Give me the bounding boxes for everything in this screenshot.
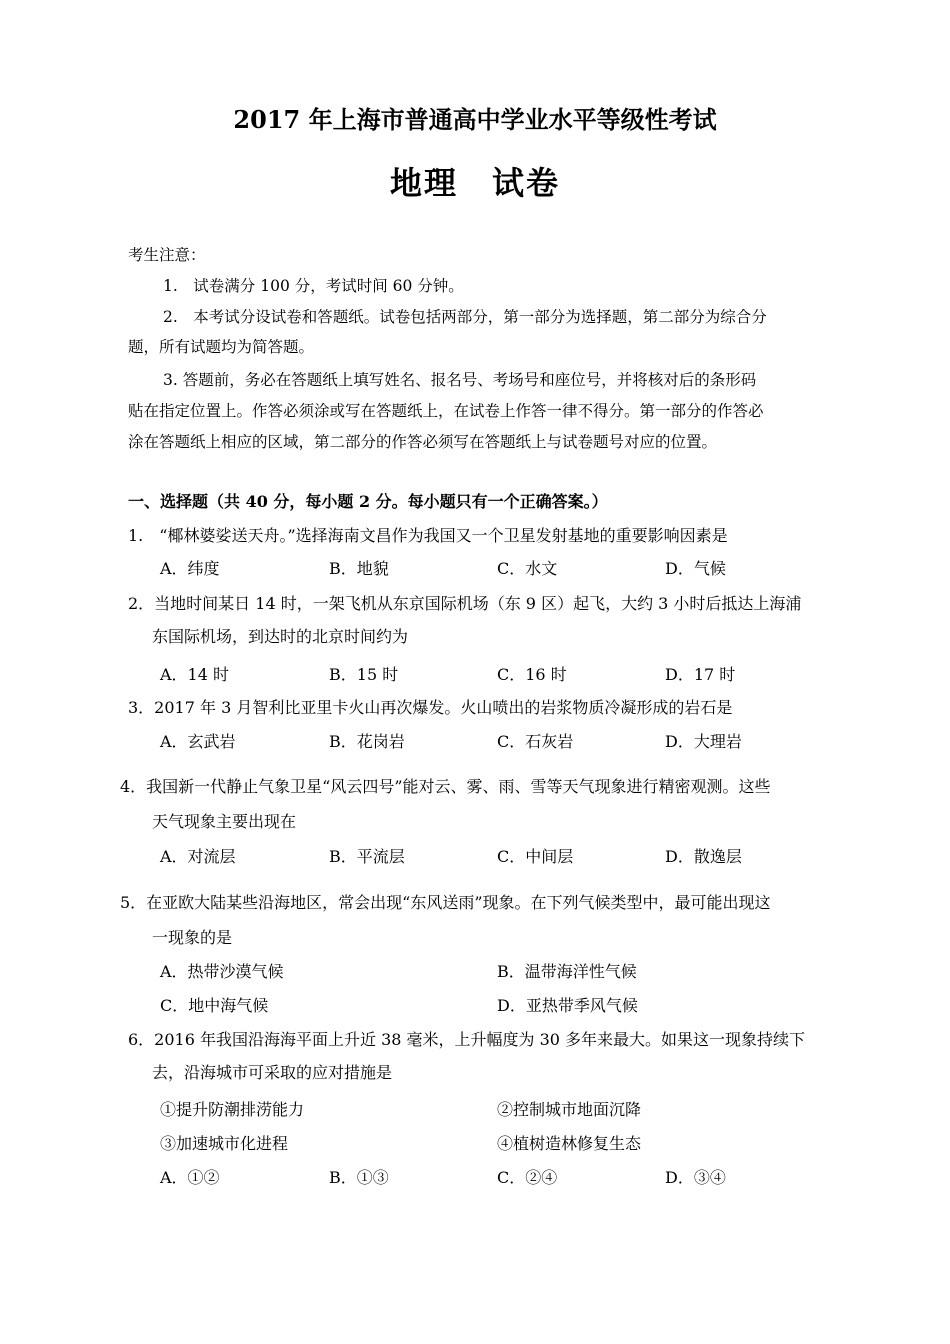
question-5-stem: 5．在亚欧大陆某些沿海地区，常会出现“东风送雨”现象。在下列气候类型中，最可能出现这 [120,893,771,912]
question-1-option-c: C．水文 [497,559,558,578]
notice-item: 贴在指定位置上。作答必须涂或写在答题纸上，在试卷上作答一律不得分。第一部分的作答必 [128,402,764,420]
section-heading: 一、选择题（共 40 分，每小题 2 分。每小题只有一个正确答案。） [128,492,608,511]
question-4-option-c: C．中间层 [497,847,574,866]
question-1-stem: 1. “椰林婆娑送天舟。”选择海南文昌作为我国又一个卫星发射基地的重要影响因素是 [128,526,728,545]
notice-item: 2. 本考试分设试卷和答题纸。试卷包括两部分，第一部分为选择题，第二部分为综合分 [163,308,767,326]
question-1-option-d: D．气候 [665,559,726,578]
question-4-stem: 4．我国新一代静止气象卫星“风云四号”能对云、雾、雨、雪等天气现象进行精密观测。这些 [120,777,771,796]
question-3-option-b: B．花岗岩 [329,732,405,751]
question-3-option-d: D．大理岩 [665,732,742,751]
exam-subtitle: 地理 试卷 [389,164,560,202]
question-6-statement-4: ④植树造林修复生态 [497,1134,642,1153]
question-2-option-d: D．17 时 [665,665,736,684]
question-6-stem: 6．2016 年我国沿海海平面上升近 38 毫米，上升幅度为 30 多年来最大。如果这一现象持续下 [128,1030,806,1049]
question-6-option-b: B．①③ [329,1168,389,1187]
question-1-option-b: B．地貌 [329,559,389,578]
question-5-option-c: C．地中海气候 [160,996,269,1015]
question-3-option-c: C．石灰岩 [497,732,574,751]
question-4-stem-cont: 天气现象主要出现在 [152,812,297,831]
question-6-statement-2: ②控制城市地面沉降 [497,1100,642,1119]
question-2-option-b: B．15 时 [329,665,399,684]
notice-item: 1. 试卷满分 100 分，考试时间 60 分钟。 [163,277,464,295]
question-2-option-c: C．16 时 [497,665,567,684]
question-6-stem-cont: 去，沿海城市可采取的应对措施是 [152,1063,393,1082]
notice-heading: 考生注意： [128,246,206,264]
question-5-stem-cont: 一现象的是 [152,928,233,947]
exam-title: 2017 年上海市普通高中学业水平等级性考试 [233,105,717,134]
question-3-option-a: A．玄武岩 [160,732,236,751]
question-6-option-a: A．①② [160,1168,220,1187]
notice-item: 题，所有试题均为简答题。 [128,338,315,356]
notice-item: 3. 答题前，务必在答题纸上填写姓名、报名号、考场号和座位号，并将核对后的条形码 [163,371,757,389]
question-5-option-d: D．亚热带季风气候 [497,996,638,1015]
notice-item: 涂在答题纸上相应的区域，第二部分的作答必须写在答题纸上与试卷题号对应的位置。 [128,433,718,451]
question-6-statement-1: ①提升防潮排涝能力 [160,1100,305,1119]
question-6-statement-3: ③加速城市化进程 [160,1134,289,1153]
question-2-option-a: A．14 时 [160,665,230,684]
question-4-option-b: B．平流层 [329,847,405,866]
question-5-option-a: A．热带沙漠气候 [160,962,284,981]
question-4-option-a: A．对流层 [160,847,236,866]
question-6-option-c: C．②④ [497,1168,558,1187]
question-3-stem: 3．2017 年 3 月智利比亚里卡火山再次爆发。火山喷出的岩浆物质冷凝形成的岩石是 [128,698,733,717]
question-5-option-b: B．温带海洋性气候 [497,962,637,981]
question-1-option-a: A．纬度 [160,559,220,578]
question-4-option-d: D．散逸层 [665,847,742,866]
question-2-stem: 2．当地时间某日 14 时，一架飞机从东京国际机场（东 9 区）起飞，大约 3 小时后抵达上海浦 [128,594,802,613]
question-6-option-d: D．③④ [665,1168,726,1187]
question-2-stem-cont: 东国际机场，到达时的北京时间约为 [152,627,409,646]
